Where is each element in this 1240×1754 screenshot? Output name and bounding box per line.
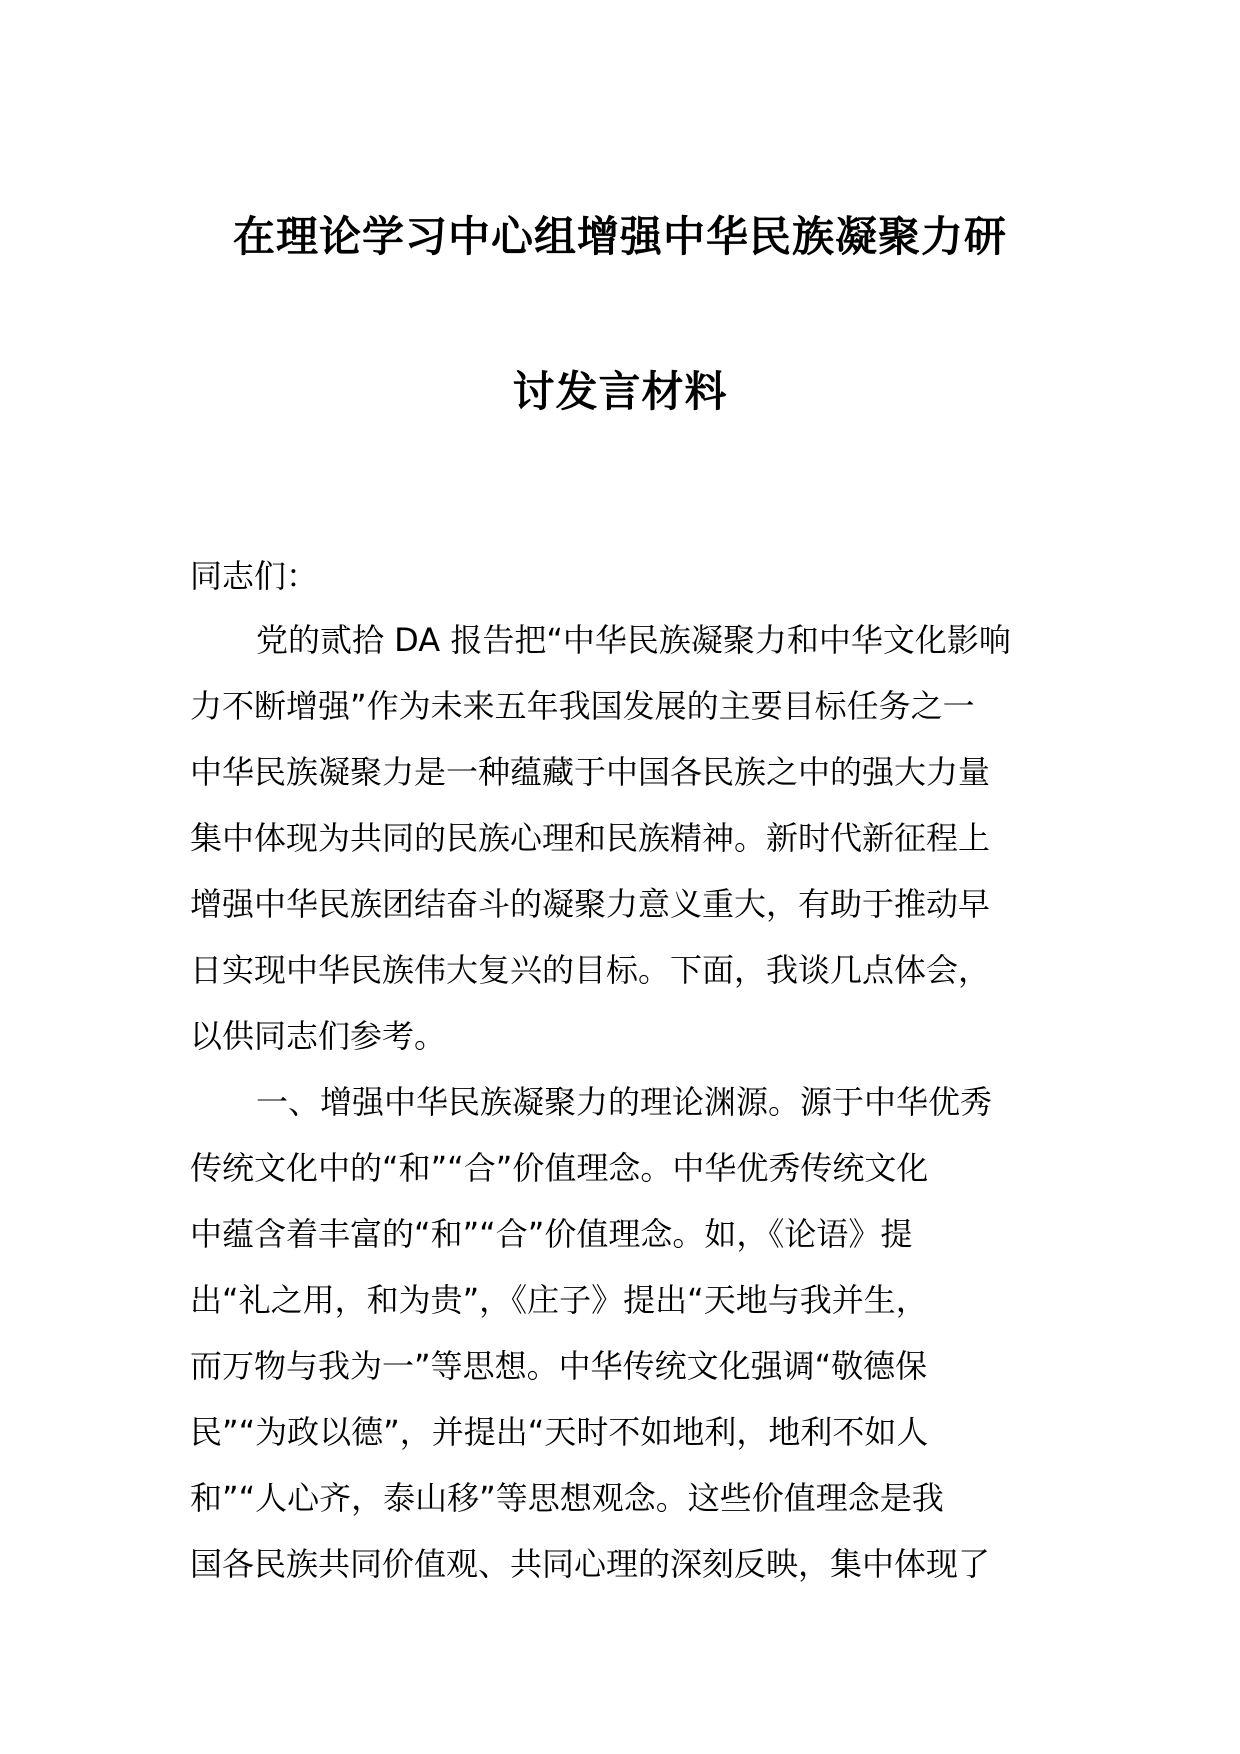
body-line-6: 日实现中华民族伟大复兴的目标。下面，我谈几点体会， (190, 951, 991, 989)
body-line-5: 增强中华民族团结奋斗的凝聚力意义重大，有助于推动早 (190, 885, 991, 923)
document-title-line-2: 讨发言材料 (512, 367, 728, 416)
document-title-line-1: 在理论学习中心组增强中华民族凝聚力研 (232, 212, 1007, 261)
body-line-9: 传统文化中的“和”“合”价值理念。中华优秀传统文化 (190, 1149, 929, 1187)
body-line-15: 国各民族共同价值观、共同心理的深刻反映，集中体现了 (190, 1545, 991, 1583)
body-line-14: 和”“人心齐，泰山移”等思想观念。这些价值理念是我 (190, 1479, 944, 1517)
section-1-heading-line: 一、增强中华民族凝聚力的理论渊源。源于中华优秀 (256, 1083, 993, 1121)
salutation: 同志们： (190, 557, 319, 595)
body-line-3: 中华民族凝聚力是一种蕴藏于中国各民族之中的强大力量 (190, 753, 991, 791)
body-line-12: 而万物与我为一”等思想。中华传统文化强调“敬德保 (190, 1347, 928, 1385)
body-line-2: 力不断增强”作为未来五年我国发展的主要目标任务之一 (190, 687, 975, 725)
body-line-13: 民”“为政以德”，并提出“天时不如地利，地利不如人 (190, 1413, 929, 1451)
body-line-7: 以供同志们参考。 (190, 1017, 447, 1055)
body-line-4: 集中体现为共同的民族心理和民族精神。新时代新征程上 (190, 819, 991, 857)
body-line-11: 出“礼之用，和为贵”，《庄子》提出“天地与我并生， (190, 1281, 928, 1319)
body-line-1: 党的贰拾 DA 报告把“中华民族凝聚力和中华文化影响 (256, 621, 1011, 659)
body-line-10: 中蕴含着丰富的“和”“合”价值理念。如，《论语》提 (190, 1215, 913, 1253)
